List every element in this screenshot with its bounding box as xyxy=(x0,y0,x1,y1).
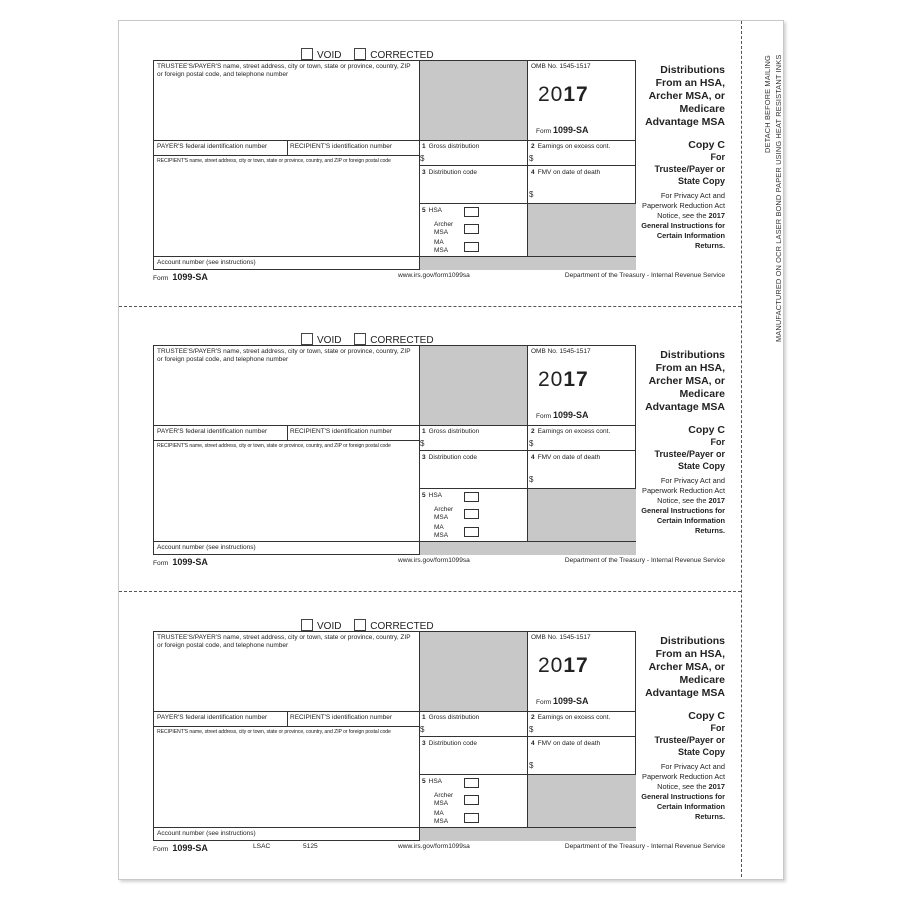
tax-year xyxy=(538,654,589,678)
footer-department: Department of the Treasury - Internal Revenue Service xyxy=(564,843,725,850)
shaded-area-box5 xyxy=(527,203,636,256)
box3-number: 3 xyxy=(422,740,426,747)
ma-msa-checkbox[interactable] xyxy=(464,242,479,252)
box2-label: Earnings on excess cont. xyxy=(537,143,611,150)
grid-line xyxy=(154,256,636,257)
footer-form-id xyxy=(153,557,208,567)
copy-label: Copy C xyxy=(688,710,725,722)
box2-dollar: $ xyxy=(529,154,534,163)
form-id xyxy=(536,125,589,135)
box1-gross-distribution[interactable] xyxy=(422,428,479,436)
box4-dollar: $ xyxy=(529,475,534,484)
shaded-area-top xyxy=(419,346,528,425)
ma-msa-label: MA MSA xyxy=(434,239,449,254)
recipient-tin-field[interactable]: RECIPIENT'S identification number xyxy=(290,714,393,721)
archer-msa-label: Archer MSA xyxy=(434,221,454,236)
privacy-text: For Privacy Act and Paperwork Reduction Act Notice, see the xyxy=(642,762,725,791)
grid-line xyxy=(419,632,420,841)
box1-number: 1 xyxy=(422,428,426,435)
footer-lsac: LSAC xyxy=(253,843,271,850)
box1-dollar: $ xyxy=(420,439,425,448)
void-label: VOID xyxy=(317,335,342,346)
box4-label: FMV on date of death xyxy=(537,740,601,747)
recipient-tin-field[interactable]: RECIPIENT'S identification number xyxy=(290,143,393,150)
box5-hsa-label: HSA xyxy=(428,492,442,499)
account-number-field[interactable]: Account number (see instructions) xyxy=(157,830,256,837)
box1-dollar: $ xyxy=(420,725,425,734)
privacy-notice xyxy=(636,762,725,822)
form-title: Distributions From an HSA, Archer MSA, or Medicare Advantage MSA xyxy=(645,349,725,413)
privacy-bold: 2017 General Instructions for Certain Information Returns. xyxy=(641,211,725,250)
year-prefix: 20 xyxy=(538,654,564,677)
box2-earnings[interactable] xyxy=(531,428,610,436)
ma-msa-checkbox[interactable] xyxy=(464,813,479,823)
grid-line xyxy=(527,632,528,827)
privacy-notice xyxy=(636,191,725,251)
box2-label: Earnings on excess cont. xyxy=(537,428,611,435)
box2-dollar: $ xyxy=(529,725,534,734)
payer-tin-field[interactable]: PAYER'S federal identification number xyxy=(157,428,268,435)
box4-number: 4 xyxy=(531,169,535,176)
form-number: 1099-SA xyxy=(552,410,589,420)
box2-number: 2 xyxy=(531,714,535,721)
hsa-checkbox[interactable] xyxy=(464,492,479,502)
copy-label: Copy C xyxy=(688,139,725,151)
footer-url[interactable]: www.irs.gov/form1099sa xyxy=(398,557,470,564)
vertical-perforation xyxy=(741,21,742,877)
form-number: 1099-SA xyxy=(552,125,589,135)
footer-form-number: 1099-SA xyxy=(172,272,208,282)
box3-distribution-code[interactable] xyxy=(422,454,477,462)
footer-form-number: 1099-SA xyxy=(172,843,208,853)
copy-for: Trustee/Payer or State Copy xyxy=(654,449,725,471)
account-number-field[interactable]: Account number (see instructions) xyxy=(157,259,256,266)
footer-form-number: 1099-SA xyxy=(172,557,208,567)
grid-line xyxy=(154,726,419,727)
box1-number: 1 xyxy=(422,714,426,721)
form-number: 1099-SA xyxy=(552,696,589,706)
grid-line xyxy=(154,440,419,441)
account-number-field[interactable]: Account number (see instructions) xyxy=(157,544,256,551)
box4-label: FMV on date of death xyxy=(537,169,601,176)
form-word: Form xyxy=(536,413,552,420)
box5-label xyxy=(422,207,442,215)
ma-msa-label: MA MSA xyxy=(434,524,449,539)
box2-label: Earnings on excess cont. xyxy=(537,714,611,721)
horizontal-perforation-2 xyxy=(119,591,741,592)
corrected-label: CORRECTED xyxy=(370,50,434,61)
form-title: Distributions From an HSA, Archer MSA, or Medicare Advantage MSA xyxy=(645,635,725,699)
box1-gross-distribution[interactable] xyxy=(422,714,479,722)
box2-dollar: $ xyxy=(529,439,534,448)
box4-dollar: $ xyxy=(529,761,534,770)
void-label: VOID xyxy=(317,50,342,61)
side-text-detach: DETACH BEFORE MAILING xyxy=(763,55,772,153)
box3-distribution-code[interactable] xyxy=(422,169,477,177)
corrected-label: CORRECTED xyxy=(370,335,434,346)
box1-number: 1 xyxy=(422,143,426,150)
omb-number: OMB No. 1545-1517 xyxy=(531,348,591,355)
form-title: Distributions From an HSA, Archer MSA, or Medicare Advantage MSA xyxy=(645,64,725,128)
footer-department: Department of the Treasury - Internal Revenue Service xyxy=(564,557,725,564)
box1-label: Gross distribution xyxy=(428,428,480,435)
corrected-checkbox[interactable] xyxy=(354,333,366,345)
void-checkbox[interactable] xyxy=(301,333,313,345)
archer-msa-label: Archer MSA xyxy=(434,506,454,521)
form-grid xyxy=(153,631,636,841)
grid-line xyxy=(419,346,420,555)
shaded-area-top xyxy=(419,61,528,140)
form-word: Form xyxy=(536,699,552,706)
payer-tin-field[interactable]: PAYER'S federal identification number xyxy=(157,714,268,721)
footer-department: Department of the Treasury - Internal Revenue Service xyxy=(564,272,725,279)
form-right-panel xyxy=(636,345,725,536)
recipient-address-field[interactable]: RECIPIENT'S name, street address, city or town, state or province, country, and ZIP or foreign postal code xyxy=(157,443,391,449)
footer-form-word: Form xyxy=(153,846,169,853)
box3-number: 3 xyxy=(422,454,426,461)
for-label: For xyxy=(710,437,725,447)
ma-msa-label: MA MSA xyxy=(434,810,449,825)
shaded-area-box5 xyxy=(527,774,636,827)
side-margin-text xyxy=(762,55,784,390)
footer-form-word: Form xyxy=(153,560,169,567)
box1-label: Gross distribution xyxy=(428,143,480,150)
trustee-payer-field[interactable]: TRUSTEE'S/PAYER'S name, street address, city or town, state or province, country, ZIP or foreign postal code, and telephone number xyxy=(157,63,411,78)
box2-earnings[interactable] xyxy=(531,143,610,151)
grid-line xyxy=(154,711,636,712)
horizontal-perforation-1 xyxy=(119,306,741,307)
privacy-text: For Privacy Act and Paperwork Reduction Act Notice, see the xyxy=(642,476,725,505)
box4-fmv[interactable] xyxy=(531,454,600,462)
recipient-address-field[interactable]: RECIPIENT'S name, street address, city or town, state or province, country, and ZIP or foreign postal code xyxy=(157,158,391,164)
privacy-bold: 2017 General Instructions for Certain Information Returns. xyxy=(641,496,725,535)
form-copy-3 xyxy=(153,619,725,859)
shaded-area-account xyxy=(419,827,636,841)
form-word: Form xyxy=(536,128,552,135)
box5-number: 5 xyxy=(422,492,426,499)
trustee-payer-field[interactable]: TRUSTEE'S/PAYER'S name, street address, city or town, state or province, country, ZIP or foreign postal code, and telephone number xyxy=(157,348,411,363)
box4-fmv[interactable] xyxy=(531,740,600,748)
grid-line xyxy=(154,140,636,141)
box4-label: FMV on date of death xyxy=(537,454,601,461)
form-grid xyxy=(153,345,636,555)
archer-msa-checkbox[interactable] xyxy=(464,509,479,519)
grid-line xyxy=(527,61,528,256)
year-prefix: 20 xyxy=(538,368,564,391)
grid-line xyxy=(154,827,636,828)
hsa-checkbox[interactable] xyxy=(464,207,479,217)
box4-dollar: $ xyxy=(529,190,534,199)
box2-earnings[interactable] xyxy=(531,714,610,722)
year-prefix: 20 xyxy=(538,83,564,106)
shaded-area-account xyxy=(419,541,636,555)
void-checkbox[interactable] xyxy=(301,48,313,60)
archer-msa-checkbox[interactable] xyxy=(464,224,479,234)
omb-number: OMB No. 1545-1517 xyxy=(531,63,591,70)
corrected-checkbox[interactable] xyxy=(354,48,366,60)
tax-year xyxy=(538,368,589,392)
form-right-panel xyxy=(636,60,725,251)
shaded-area-account xyxy=(419,256,636,270)
box4-number: 4 xyxy=(531,740,535,747)
box5-label xyxy=(422,492,442,500)
grid-line xyxy=(154,541,636,542)
box5-number: 5 xyxy=(422,778,426,785)
box2-number: 2 xyxy=(531,143,535,150)
payer-tin-field[interactable]: PAYER'S federal identification number xyxy=(157,143,268,150)
shaded-area-box5 xyxy=(527,488,636,541)
box3-number: 3 xyxy=(422,169,426,176)
grid-line xyxy=(287,711,288,726)
footer-code: 5125 xyxy=(303,843,318,850)
footer-form-word: Form xyxy=(153,275,169,282)
tax-year xyxy=(538,83,589,107)
box1-gross-distribution[interactable] xyxy=(422,143,479,151)
shaded-area-top xyxy=(419,632,528,711)
box5-hsa-label: HSA xyxy=(428,207,442,214)
box1-label: Gross distribution xyxy=(428,714,480,721)
privacy-notice xyxy=(636,476,725,536)
form-right-panel xyxy=(636,631,725,822)
omb-number: OMB No. 1545-1517 xyxy=(531,634,591,641)
box3-label: Distribution code xyxy=(428,169,478,176)
footer-form-id xyxy=(153,272,208,282)
void-checkbox[interactable] xyxy=(301,619,313,631)
form-id xyxy=(536,410,589,420)
for-label: For xyxy=(710,723,725,733)
grid-line xyxy=(287,425,288,440)
form-grid xyxy=(153,60,636,270)
privacy-bold: 2017 General Instructions for Certain Information Returns. xyxy=(641,782,725,821)
box3-label: Distribution code xyxy=(428,740,478,747)
privacy-text: For Privacy Act and Paperwork Reduction Act Notice, see the xyxy=(642,191,725,220)
for-label: For xyxy=(710,152,725,162)
corrected-label: CORRECTED xyxy=(370,621,434,632)
recipient-tin-field[interactable]: RECIPIENT'S identification number xyxy=(290,428,393,435)
form-id xyxy=(536,696,589,706)
box5-number: 5 xyxy=(422,207,426,214)
year-suffix: 17 xyxy=(563,654,589,677)
box5-label xyxy=(422,778,442,786)
copy-for: Trustee/Payer or State Copy xyxy=(654,164,725,186)
side-text-manufactured: MANUFACTURED ON OCR LASER BOND PAPER USING HEAT RESISTANT INKS xyxy=(774,55,783,343)
archer-msa-checkbox[interactable] xyxy=(464,795,479,805)
box1-dollar: $ xyxy=(420,154,425,163)
copy-for: Trustee/Payer or State Copy xyxy=(654,735,725,757)
grid-line xyxy=(419,61,420,270)
box5-hsa-label: HSA xyxy=(428,778,442,785)
footer-url[interactable]: www.irs.gov/form1099sa xyxy=(398,843,470,850)
corrected-checkbox[interactable] xyxy=(354,619,366,631)
grid-line xyxy=(287,140,288,155)
trustee-payer-field[interactable]: TRUSTEE'S/PAYER'S name, street address, city or town, state or province, country, ZIP or foreign postal code, and telephone number xyxy=(157,634,411,649)
year-suffix: 17 xyxy=(563,368,589,391)
grid-line xyxy=(527,346,528,541)
footer-form-id xyxy=(153,843,208,853)
box4-number: 4 xyxy=(531,454,535,461)
grid-line xyxy=(154,155,419,156)
recipient-address-field[interactable]: RECIPIENT'S name, street address, city or town, state or province, country, and ZIP or foreign postal code xyxy=(157,729,391,735)
form-copy-1 xyxy=(153,48,725,288)
void-label: VOID xyxy=(317,621,342,632)
grid-line xyxy=(154,425,636,426)
footer-url[interactable]: www.irs.gov/form1099sa xyxy=(398,272,470,279)
ma-msa-checkbox[interactable] xyxy=(464,527,479,537)
form-copy-2 xyxy=(153,333,725,573)
copy-label: Copy C xyxy=(688,424,725,436)
box3-distribution-code[interactable] xyxy=(422,740,477,748)
archer-msa-label: Archer MSA xyxy=(434,792,454,807)
box3-label: Distribution code xyxy=(428,454,478,461)
box4-fmv[interactable] xyxy=(531,169,600,177)
hsa-checkbox[interactable] xyxy=(464,778,479,788)
box2-number: 2 xyxy=(531,428,535,435)
year-suffix: 17 xyxy=(563,83,589,106)
